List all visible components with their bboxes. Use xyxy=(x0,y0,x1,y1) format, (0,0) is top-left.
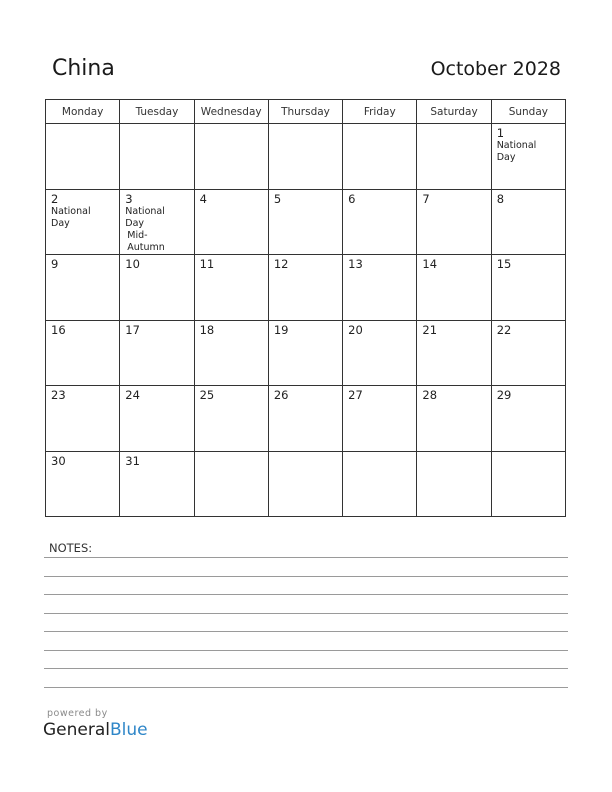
country-title: China xyxy=(52,56,115,81)
week-row xyxy=(46,124,566,190)
day-number: 23 xyxy=(51,388,66,402)
day-number: 24 xyxy=(125,388,140,402)
day-number xyxy=(195,452,268,455)
day-number: 9 xyxy=(51,257,59,271)
day-number: 28 xyxy=(422,388,438,402)
note-line xyxy=(44,687,568,688)
day-cell xyxy=(268,124,342,190)
day-cell xyxy=(46,386,120,452)
day-number: 6 xyxy=(348,191,356,206)
weekday-monday: Monday xyxy=(46,100,120,124)
day-cell xyxy=(417,124,491,190)
day-number: 22 xyxy=(496,322,512,337)
week-row xyxy=(46,320,566,386)
logo-blue-text: Blue xyxy=(110,720,148,740)
day-number: 31 xyxy=(125,453,140,468)
day-cell xyxy=(491,124,565,190)
day-number xyxy=(417,452,490,455)
weekday-header-row xyxy=(46,100,566,124)
day-cell xyxy=(268,255,342,321)
day-number: 27 xyxy=(348,388,363,402)
day-number xyxy=(417,124,490,127)
day-number: 4 xyxy=(199,191,207,206)
day-number xyxy=(120,124,193,127)
day-cell xyxy=(491,255,565,321)
day-number xyxy=(492,452,565,455)
note-line xyxy=(44,594,568,595)
holiday-label: Autumn xyxy=(127,241,165,253)
note-line xyxy=(44,557,568,558)
day-number xyxy=(343,124,416,127)
weekday-tuesday: Tuesday xyxy=(120,100,194,124)
day-cell xyxy=(46,451,120,517)
day-cell xyxy=(194,451,268,517)
day-cell xyxy=(120,189,194,255)
day-number: 14 xyxy=(422,257,438,271)
day-cell xyxy=(120,320,194,386)
weekday-sunday: Sunday xyxy=(491,100,565,124)
day-cell xyxy=(120,124,194,190)
day-cell xyxy=(268,451,342,517)
holiday-label: National xyxy=(496,140,537,151)
day-number: 17 xyxy=(125,322,140,337)
day-cell xyxy=(343,124,417,190)
day-number: 21 xyxy=(422,322,438,337)
day-cell xyxy=(343,255,417,321)
day-number: 8 xyxy=(496,191,505,206)
week-row xyxy=(46,386,566,452)
day-number: 19 xyxy=(273,322,289,337)
holiday-label: Day xyxy=(496,152,516,163)
day-cell xyxy=(194,386,268,452)
day-number: 30 xyxy=(51,453,66,468)
day-cell xyxy=(120,451,194,517)
day-cell xyxy=(491,386,565,452)
day-number: 2 xyxy=(51,191,59,206)
holiday-label: National xyxy=(125,205,165,217)
day-cell xyxy=(194,255,268,321)
day-number: 12 xyxy=(273,257,289,271)
weekday-friday: Friday xyxy=(343,100,417,124)
holiday-label: Day xyxy=(51,217,70,229)
day-number: 5 xyxy=(273,191,282,206)
day-cell xyxy=(194,320,268,386)
day-cell xyxy=(268,320,342,386)
day-number: 13 xyxy=(348,257,363,271)
day-cell xyxy=(417,320,491,386)
day-cell xyxy=(46,255,120,321)
week-row xyxy=(46,451,566,517)
week-row xyxy=(46,255,566,321)
day-number: 10 xyxy=(125,257,140,271)
day-number: 11 xyxy=(199,257,215,271)
month-title: October 2028 xyxy=(430,58,561,80)
weekday-saturday: Saturday xyxy=(417,100,491,124)
holiday-label: Mid- xyxy=(127,229,148,241)
day-cell xyxy=(120,255,194,321)
note-line xyxy=(44,668,568,669)
day-number xyxy=(195,124,268,127)
day-number: 7 xyxy=(422,191,430,206)
day-cell xyxy=(491,451,565,517)
note-line xyxy=(44,613,568,614)
holiday-label: Day xyxy=(125,217,145,229)
day-cell xyxy=(417,189,491,255)
day-cell xyxy=(194,189,268,255)
day-cell xyxy=(343,451,417,517)
day-cell xyxy=(343,189,417,255)
day-cell xyxy=(46,189,120,255)
day-number xyxy=(343,452,416,455)
note-line xyxy=(44,631,568,632)
note-line xyxy=(44,576,568,577)
day-number: 25 xyxy=(199,388,215,402)
holiday-label: National xyxy=(51,205,91,217)
day-number: 29 xyxy=(496,388,512,402)
day-number xyxy=(269,452,342,455)
calendar-body xyxy=(46,124,566,517)
day-cell xyxy=(417,386,491,452)
generalblue-logo[interactable] xyxy=(43,720,148,740)
weekday-wednesday: Wednesday xyxy=(194,100,268,124)
note-line xyxy=(44,650,568,651)
day-cell xyxy=(46,320,120,386)
week-row xyxy=(46,189,566,255)
day-number: 15 xyxy=(496,257,512,271)
day-cell xyxy=(343,386,417,452)
day-number: 1 xyxy=(496,126,505,140)
notes-label: NOTES: xyxy=(49,541,93,555)
day-number: 3 xyxy=(125,191,133,206)
powered-by-text: powered by xyxy=(47,708,108,719)
day-cell xyxy=(343,320,417,386)
day-number: 20 xyxy=(348,322,363,337)
day-cell xyxy=(417,451,491,517)
weekday-thursday: Thursday xyxy=(268,100,342,124)
day-number xyxy=(269,124,342,127)
day-cell xyxy=(120,386,194,452)
day-cell xyxy=(46,124,120,190)
day-cell xyxy=(194,124,268,190)
day-cell xyxy=(417,255,491,321)
day-cell xyxy=(491,189,565,255)
day-cell xyxy=(491,320,565,386)
calendar-grid xyxy=(45,99,566,517)
day-number: 16 xyxy=(51,322,66,337)
day-cell xyxy=(268,386,342,452)
day-number: 26 xyxy=(273,388,289,402)
day-number: 18 xyxy=(199,322,215,337)
logo-general-text: General xyxy=(43,720,110,740)
day-number xyxy=(46,124,119,127)
day-cell xyxy=(268,189,342,255)
